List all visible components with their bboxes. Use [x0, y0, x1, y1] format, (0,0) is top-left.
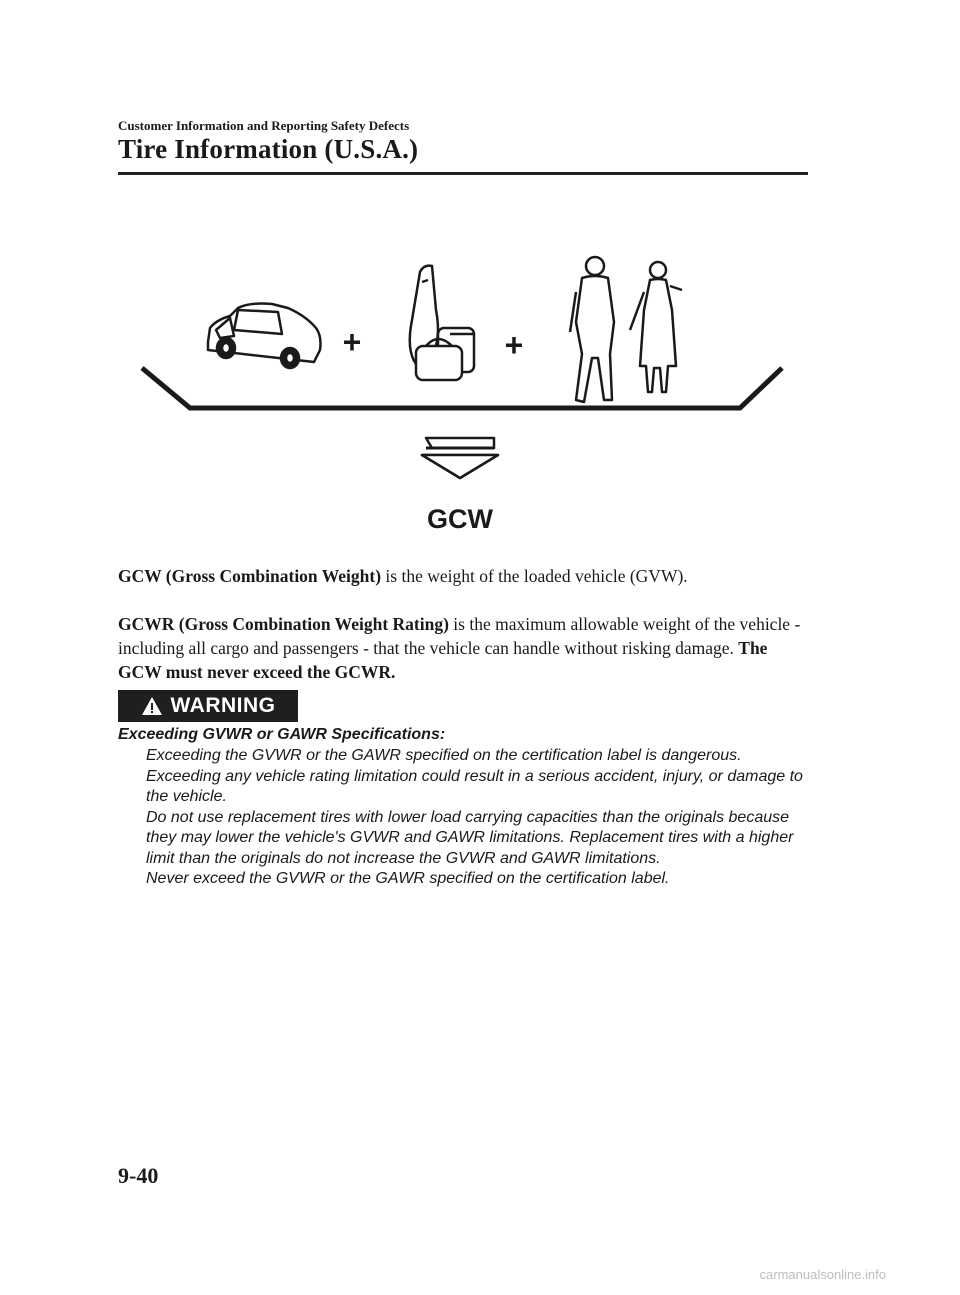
warning-badge: [118, 690, 298, 722]
plus-sign-1: +: [342, 324, 362, 360]
gcw-term: GCW (Gross Combination Weight): [118, 566, 382, 586]
watermark: carmanualsonline.info: [759, 1267, 886, 1282]
luggage-icon: [410, 266, 474, 380]
gcw-illustration: [130, 250, 790, 550]
gcw-definition: [118, 564, 808, 588]
gcwr-text: is the maximum allowable weight of the vehicle - including all cargo and passengers - that the vehicle can handle without risking damage.: [118, 614, 801, 658]
warning-line: Exceeding the GVWR or the GAWR specified on the certification label is dangerous. Exceeding any vehicle rating limitation could result in a serious accident, injury, or damage to the vehicle.: [146, 747, 803, 805]
gcw-label: GCW: [427, 504, 493, 534]
gcw-text: is the weight of the loaded vehicle (GVW).: [381, 566, 688, 586]
passengers-icon: [570, 257, 682, 402]
warning-badge-label: WARNING: [170, 694, 276, 717]
gcwr-term: GCWR (Gross Combination Weight Rating): [118, 614, 449, 634]
title-rule: [118, 172, 808, 175]
plus-sign-2: +: [504, 327, 524, 363]
warning-line: Never exceed the GVWR or the GAWR specified on the certification label.: [146, 870, 670, 887]
warning-body: [146, 746, 806, 890]
page-title: Tire Information (U.S.A.): [118, 134, 419, 164]
section-label: Customer Information and Reporting Safety Defects: [118, 118, 410, 133]
gcwr-definition: [118, 612, 808, 684]
warning-line: Do not use replacement tires with lower load carrying capacities than the originals because they may lower the vehicle's GVWR and GAWR limitations. Replacement tires with a higher limit than the originals do not increase the GVWR and GAWR limitations.: [146, 808, 794, 867]
car-icon: [208, 304, 321, 369]
warning-heading: Exceeding GVWR or GAWR Specifications:: [118, 726, 446, 743]
gcwr-emphasis: The GCW must never exceed the GCWR.: [118, 638, 768, 682]
warning-icon: [141, 696, 163, 716]
page-number: 9-40: [118, 1163, 159, 1188]
